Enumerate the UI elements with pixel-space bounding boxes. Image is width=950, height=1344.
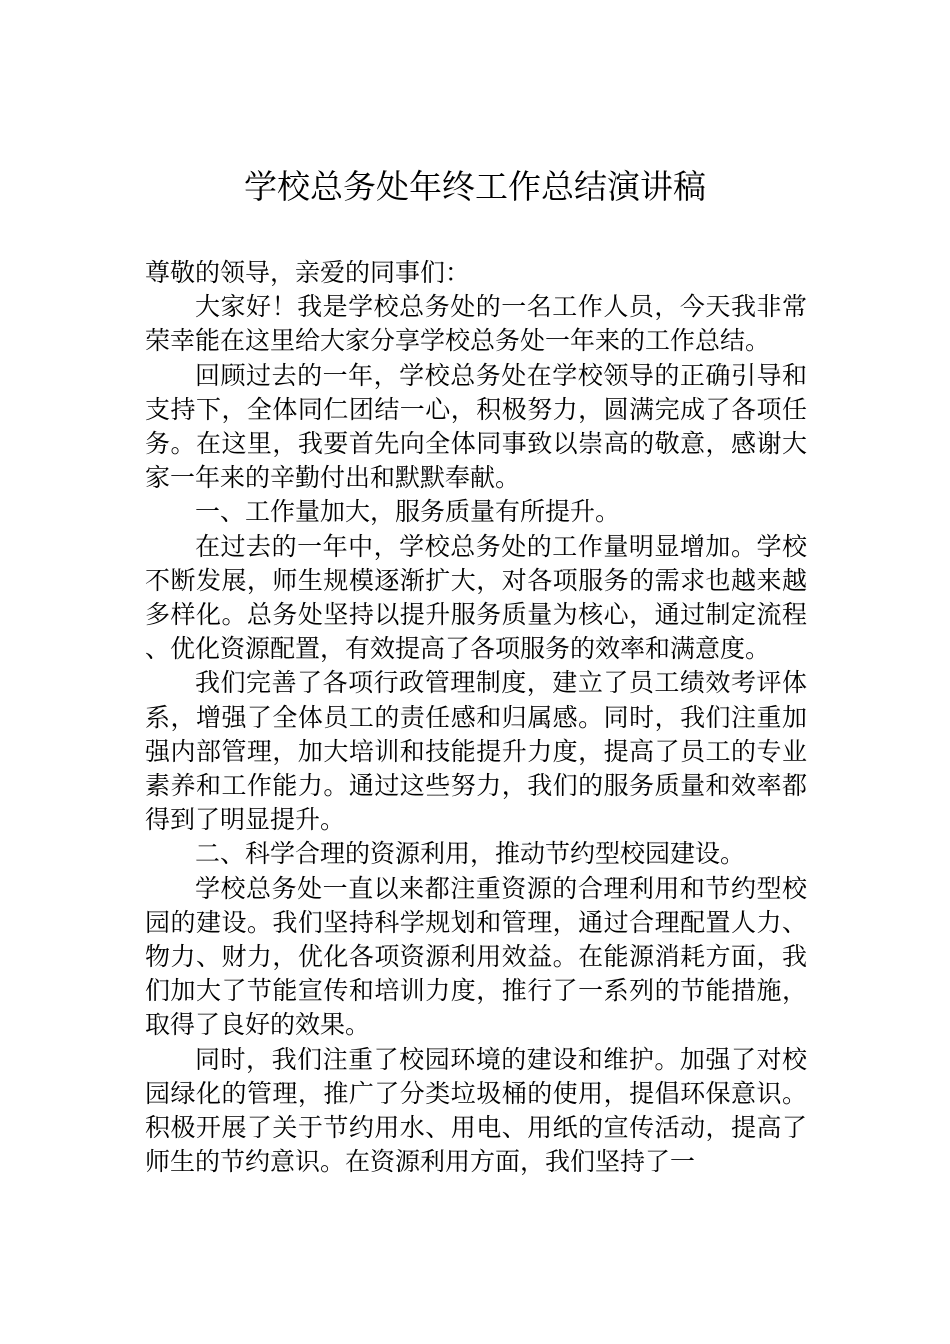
paragraph-resources: 学校总务处一直以来都注重资源的合理利用和节约型校园的建设。我们坚持科学规划和管理，通过合理配置人力、物力、财力，优化各项资源利用效益。在能源消耗方面，我们加大了节能宣传和培训力度，推行了一系列的节能措施，取得了良好的效果。 — [145, 873, 807, 1040]
document-body — [145, 256, 807, 1179]
paragraph-review: 回顾过去的一年，学校总务处在学校领导的正确引导和支持下，全体同仁团结一心，积极努力，圆满完成了各项任务。在这里，我要首先向全体同事致以崇高的敬意，感谢大家一年来的辛勤付出和默默奉献。 — [145, 360, 807, 493]
paragraph-greeting: 大家好！我是学校总务处的一名工作人员，今天我非常荣幸能在这里给大家分享学校总务处一年来的工作总结。 — [145, 292, 807, 356]
paragraph-environment: 同时，我们注重了校园环境的建设和维护。加强了对校园绿化的管理，推广了分类垃圾桶的使用，提倡环保意识。积极开展了关于节约用水、用电、用纸的宣传活动，提高了师生的节约意识。在资源利用方面，我们坚持了一 — [145, 1044, 807, 1177]
document-title: 学校总务处年终工作总结演讲稿 — [244, 167, 706, 206]
salutation: 尊敬的领导，亲爱的同事们： — [145, 258, 471, 287]
section-heading-1: 一、工作量加大，服务质量有所提升。 — [195, 497, 621, 527]
paragraph-workload: 在过去的一年中，学校总务处的工作量明显增加。学校不断发展，师生规模逐渐扩大，对各项服务的需求也越来越多样化。总务处坚持以提升服务质量为核心，通过制定流程、优化资源配置，有效提高了各项服务的效率和满意度。 — [145, 531, 807, 664]
paragraph-management: 我们完善了各项行政管理制度，建立了员工绩效考评体系，增强了全体员工的责任感和归属感。同时，我们注重加强内部管理，加大培训和技能提升力度，提高了员工的专业素养和工作能力。通过这些努力，我们的服务质量和效率都得到了明显提升。 — [145, 668, 807, 835]
section-heading-2: 二、科学合理的资源利用，推动节约型校园建设。 — [195, 839, 746, 869]
